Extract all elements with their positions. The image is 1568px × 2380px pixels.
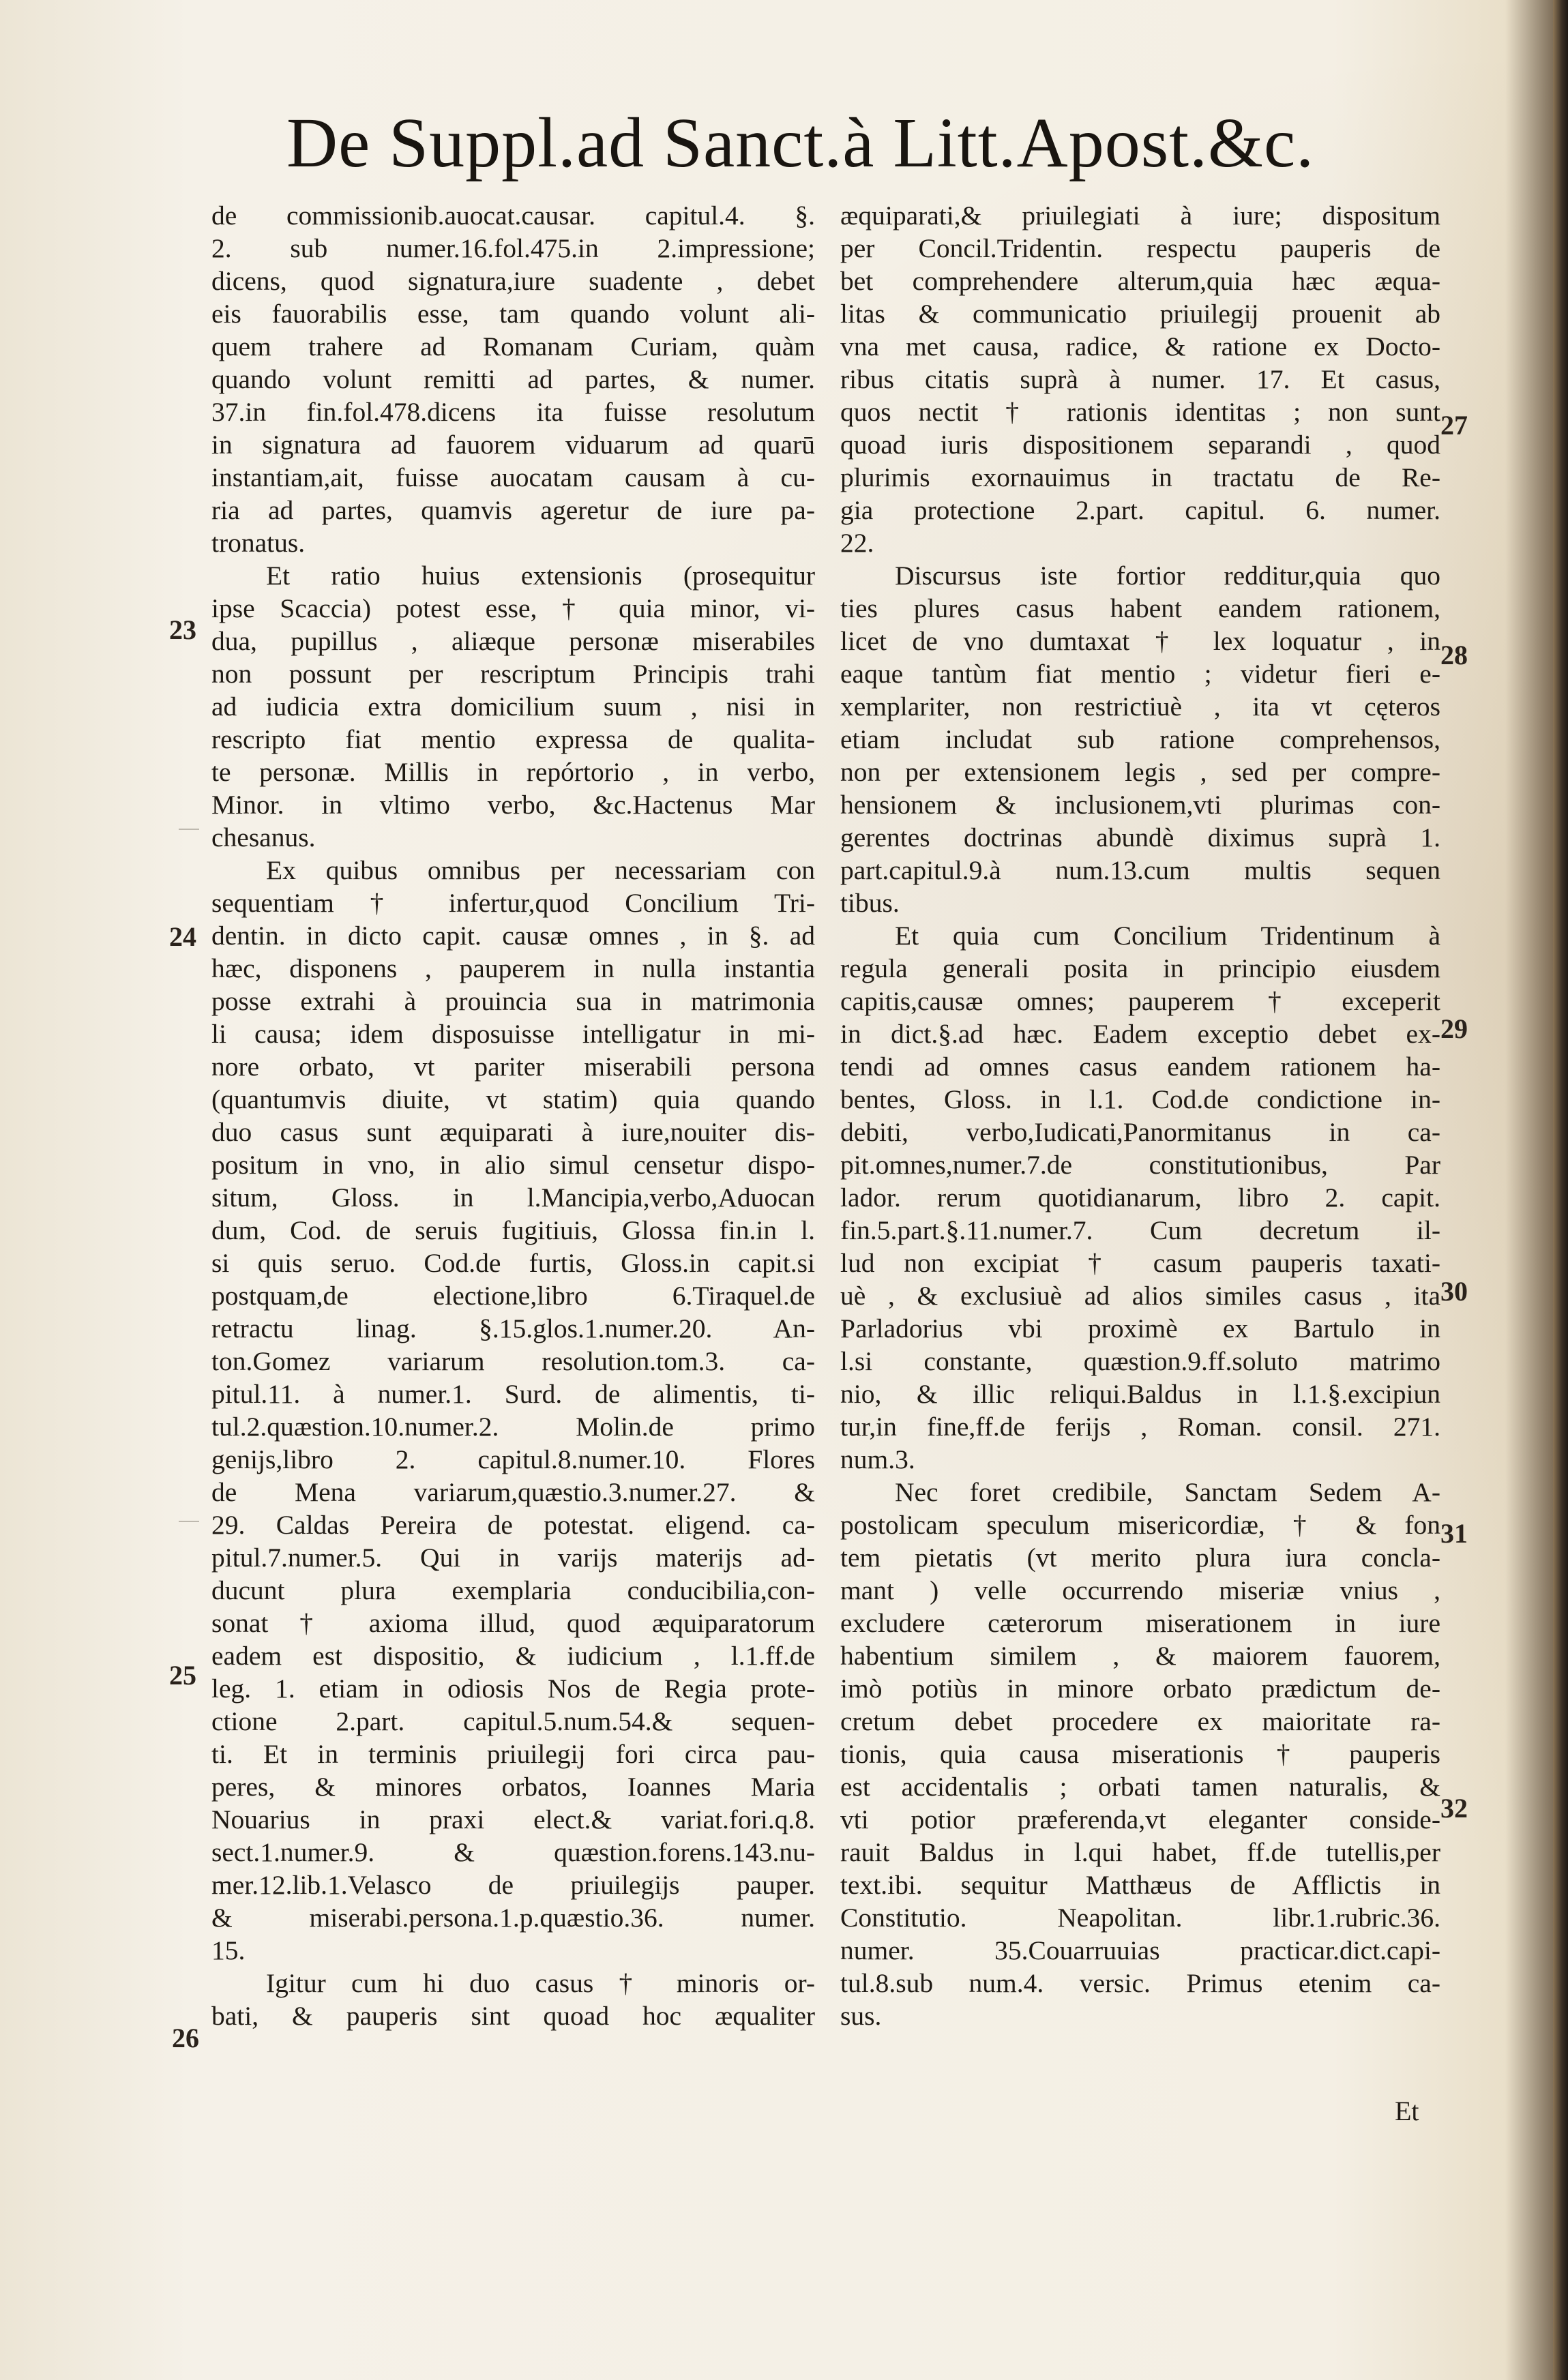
text-line: plurimis exornauimus in tractatu de Re- bbox=[840, 462, 1440, 492]
text-line: sect.1.numer.9. & quæstion.forens.143.nu- bbox=[211, 1837, 815, 1867]
text-line: ribus citatis suprà à numer. 17. Et casus, bbox=[840, 364, 1440, 394]
text-line: num.3. bbox=[840, 1444, 915, 1474]
text-line: tur,in fine,ff.de ferijs , Roman. consil. 271. bbox=[840, 1412, 1440, 1442]
text-line: Ex quibus omnibus per necessariam con bbox=[266, 855, 815, 885]
text-line: eadem est dispositio, & iudicium , l.1.ff.de bbox=[211, 1641, 815, 1671]
text-line: tem pietatis (vt merito plura iura concla- bbox=[840, 1543, 1440, 1573]
text-line: numer. 35.Couarruuias practicar.dict.capi- bbox=[840, 1935, 1440, 1965]
text-line: ties plures casus habent eandem rationem, bbox=[840, 593, 1440, 623]
marginal-number-27: 27 bbox=[1440, 410, 1468, 441]
text-line: bentes, Gloss. in l.1. Cod.de condictione in- bbox=[840, 1084, 1440, 1114]
text-line: ria ad partes, quamvis ageretur de iure pa- bbox=[211, 495, 815, 525]
right-text-column bbox=[840, 199, 1440, 2032]
text-line: Et ratio huius extensionis (prosequitur bbox=[266, 561, 815, 591]
text-line: li causa; idem disposuisse intelligatur in mi- bbox=[211, 1019, 815, 1049]
pencil-mark bbox=[179, 1521, 199, 1522]
text-line: (quantumvis diuite, vt statim) quia quando bbox=[211, 1084, 815, 1114]
text-line: nio, & illic reliqui.Baldus in l.1.§.excipiun bbox=[840, 1379, 1440, 1409]
text-line: tul.2.quæstion.10.numer.2. Molin.de primo bbox=[211, 1412, 815, 1442]
text-line: duo casus sunt æquiparati à iure,nouiter dis- bbox=[211, 1117, 815, 1147]
text-line: Minor. in vltimo verbo, &c.Hactenus Mar bbox=[211, 790, 815, 820]
text-line: sonat † axioma illud, quod æquiparatorum bbox=[211, 1608, 815, 1638]
text-line: vna met causa, radice, & ratione ex Docto- bbox=[840, 331, 1440, 361]
text-line: ad iudicia extra domicilium suum , nisi in bbox=[211, 691, 815, 722]
text-line: nore orbato, vt pariter miserabili persona bbox=[211, 1052, 815, 1082]
text-line: de commissionib.auocat.causar. capitul.4. §. bbox=[211, 200, 815, 230]
text-line: sequentiam † infertur,quod Concilium Tri- bbox=[211, 888, 815, 918]
text-line: postquam,de electione,libro 6.Tiraquel.de bbox=[211, 1281, 815, 1311]
text-line: æquiparati,& priuilegiati à iure; dispositum bbox=[840, 200, 1440, 230]
text-line: in dict.§.ad hæc. Eadem exceptio debet ex- bbox=[840, 1019, 1440, 1049]
text-line: quoad iuris dispositionem separandi , quod bbox=[840, 430, 1440, 460]
text-line: de Mena variarum,quæstio.3.numer.27. & bbox=[211, 1477, 815, 1507]
text-line: cretum debet procedere ex maioritate ra- bbox=[840, 1706, 1440, 1736]
text-line: 22. bbox=[840, 528, 874, 558]
text-line: dum, Cod. de seruis fugitiuis, Glossa fin.in l. bbox=[211, 1215, 815, 1245]
text-line: regula generali posita in principio eiusdem bbox=[840, 953, 1440, 983]
text-line: sus. bbox=[840, 2001, 882, 2031]
text-line: Igitur cum hi duo casus † minoris or- bbox=[266, 1968, 815, 1998]
text-line: pitul.7.numer.5. Qui in varijs materijs ad- bbox=[211, 1543, 815, 1573]
text-line: pitul.11. à numer.1. Surd. de alimentis, ti- bbox=[211, 1379, 815, 1409]
text-line: si quis seruo. Cod.de furtis, Gloss.in capit.si bbox=[211, 1248, 815, 1278]
text-line: postolicam speculum misericordiæ, † & fon bbox=[840, 1510, 1440, 1540]
text-line: ctione 2.part. capitul.5.num.54.& sequen- bbox=[211, 1706, 815, 1736]
text-line: hæc, disponens , pauperem in nulla instantia bbox=[211, 953, 815, 983]
text-line: bati, & pauperis sint quoad hoc æqualiter bbox=[211, 2001, 815, 2031]
text-line: l.si constante, quæstion.9.ff.soluto matrimo bbox=[840, 1346, 1440, 1376]
text-line: capitis,causæ omnes; pauperem † exceperit bbox=[840, 986, 1440, 1016]
text-line: mant ) velle occurrendo miseriæ vnius , bbox=[840, 1575, 1440, 1605]
text-line: pit.omnes,numer.7.de constitutionibus, Par bbox=[840, 1150, 1440, 1180]
marginal-number-23: 23 bbox=[169, 614, 196, 645]
text-line: quos nectit † rationis identitas ; non sunt bbox=[840, 397, 1440, 427]
text-line: mer.12.lib.1.Velasco de priuilegijs pauper. bbox=[211, 1870, 815, 1900]
text-line: excludere cæterorum miserationem in iure bbox=[840, 1608, 1440, 1638]
text-line: non per extensionem legis , sed per compre- bbox=[840, 757, 1440, 787]
text-line: uè , & exclusiuè ad alios similes casus , ita bbox=[840, 1281, 1440, 1311]
text-line: gia protectione 2.part. capitul. 6. numer. bbox=[840, 495, 1440, 525]
text-line: hensionem & inclusionem,vti plurimas con- bbox=[840, 790, 1440, 820]
text-line: 15. bbox=[211, 1935, 246, 1965]
text-line: text.ibi. sequitur Matthæus de Afflictis in bbox=[840, 1870, 1440, 1900]
text-line: tendi ad omnes casus eandem rationem ha- bbox=[840, 1052, 1440, 1082]
text-line: Et quia cum Concilium Tridentinum à bbox=[895, 921, 1440, 951]
text-line: in signatura ad fauorem viduarum ad quarū bbox=[211, 430, 815, 460]
text-line: quando volunt remitti ad partes, & numer. bbox=[211, 364, 815, 394]
text-line: part.capitul.9.à num.13.cum multis sequen bbox=[840, 855, 1440, 885]
marginal-number-29: 29 bbox=[1440, 1013, 1468, 1044]
text-line: tronatus. bbox=[211, 528, 306, 558]
page-edge-shadow bbox=[1553, 0, 1568, 2380]
catchword: Et bbox=[1395, 2096, 1419, 2126]
text-line: positum in vno, in alio simul censetur dispo- bbox=[211, 1150, 815, 1180]
text-line: Nec foret credibile, Sanctam Sedem A- bbox=[895, 1477, 1440, 1507]
text-line: retractu linag. §.15.glos.1.numer.20. An- bbox=[211, 1313, 815, 1343]
text-line: habentium similem , & maiorem fauorem, bbox=[840, 1641, 1440, 1671]
text-line: dentin. in dicto capit. causæ omnes , in §. ad bbox=[211, 921, 815, 951]
text-line: litas & communicatio priuilegij prouenit ab bbox=[840, 299, 1440, 329]
text-line: lador. rerum quotidianarum, libro 2. capit. bbox=[840, 1182, 1440, 1213]
text-line: quem trahere ad Romanam Curiam, quàm bbox=[211, 331, 815, 361]
text-line: xemplariter, non restrictiuè , ita vt cęteros bbox=[840, 691, 1440, 722]
text-line: vti potior præferenda,vt eleganter conside- bbox=[840, 1804, 1440, 1834]
text-line: Nouarius in praxi elect.& variat.fori.q.8. bbox=[211, 1804, 815, 1834]
text-line: dua, pupillus , aliæque personæ miserabiles bbox=[211, 626, 815, 656]
text-line: 29. Caldas Pereira de potestat. eligend. ca- bbox=[211, 1510, 815, 1540]
text-line: eaque tantùm fiat mentio ; videtur fieri e- bbox=[840, 659, 1440, 689]
text-line: 37.in fin.fol.478.dicens ita fuisse resolutum bbox=[211, 397, 815, 427]
text-line: est accidentalis ; orbati tamen naturalis, & bbox=[840, 1772, 1440, 1802]
text-line: bet comprehendere alterum,quia hæc æqua- bbox=[840, 266, 1440, 296]
text-line: dicens, quod signatura,iure suadente , debet bbox=[211, 266, 815, 296]
text-line: debiti, verbo,Iudicati,Panormitanus in ca- bbox=[840, 1117, 1440, 1147]
text-line: lud non excipiat † casum pauperis taxati- bbox=[840, 1248, 1440, 1278]
text-line: ti. Et in terminis priuilegij fori circa pau- bbox=[211, 1739, 815, 1769]
text-line: leg. 1. etiam in odiosis Nos de Regia prote- bbox=[211, 1674, 815, 1704]
text-line: chesanus. bbox=[211, 822, 316, 852]
text-line: licet de vno dumtaxat † lex loquatur , in bbox=[840, 626, 1440, 656]
text-line: imò potiùs in minore orbato prædictum de- bbox=[840, 1674, 1440, 1704]
text-line: Parladorius vbi proximè ex Bartulo in bbox=[840, 1313, 1440, 1343]
text-line: rauit Baldus in l.qui habet, ff.de tutellis,per bbox=[840, 1837, 1440, 1867]
text-line: ton.Gomez variarum resolution.tom.3. ca- bbox=[211, 1346, 815, 1376]
text-line: ducunt plura exemplaria conducibilia,con- bbox=[211, 1575, 815, 1605]
text-line: Constitutio. Neapolitan. libr.1.rubric.36. bbox=[840, 1903, 1440, 1933]
marginal-number-25: 25 bbox=[169, 1660, 196, 1691]
text-line: ipse Scaccia) potest esse, † quia minor, vi- bbox=[211, 593, 815, 623]
text-line: te personæ. Millis in repórtorio , in verbo, bbox=[211, 757, 815, 787]
left-text-column bbox=[211, 199, 815, 2032]
text-line: eis fauorabilis esse, tam quando volunt ali- bbox=[211, 299, 815, 329]
marginal-number-28: 28 bbox=[1440, 640, 1468, 670]
text-line: posse extrahi à prouincia sua in matrimonia bbox=[211, 986, 815, 1016]
text-line: tibus. bbox=[840, 888, 900, 918]
text-line: Discursus iste fortior redditur,quia quo bbox=[895, 561, 1440, 591]
text-line: rescripto fiat mentio expressa de qualita- bbox=[211, 724, 815, 754]
marginal-number-32: 32 bbox=[1440, 1793, 1468, 1824]
text-line: tul.8.sub num.4. versic. Primus etenim ca- bbox=[840, 1968, 1440, 1998]
text-line: 2. sub numer.16.fol.475.in 2.impressione; bbox=[211, 233, 815, 263]
text-line: instantiam,ait, fuisse auocatam causam à cu- bbox=[211, 462, 815, 492]
marginal-number-24: 24 bbox=[169, 921, 196, 952]
text-line: per Concil.Tridentin. respectu pauperis de bbox=[840, 233, 1440, 263]
text-line: situm, Gloss. in l.Mancipia,verbo,Aduocan bbox=[211, 1182, 815, 1213]
text-line: gerentes doctrinas abundè diximus suprà 1. bbox=[840, 822, 1440, 852]
text-line: fin.5.part.§.11.numer.7. Cum decretum il- bbox=[840, 1215, 1440, 1245]
running-title: De Suppl.ad Sanct.à Litt.Apost.&c. bbox=[286, 104, 1315, 182]
text-line: peres, & minores orbatos, Ioannes Maria bbox=[211, 1772, 815, 1802]
text-line: tionis, quia causa miserationis † pauperis bbox=[840, 1739, 1440, 1769]
text-line: genijs,libro 2. capitul.8.numer.10. Flores bbox=[211, 1444, 815, 1474]
marginal-number-31: 31 bbox=[1440, 1518, 1468, 1549]
marginal-number-30: 30 bbox=[1440, 1276, 1468, 1307]
text-line: & miserabi.persona.1.p.quæstio.36. numer. bbox=[211, 1903, 815, 1933]
text-line: etiam includat sub ratione comprehensos, bbox=[840, 724, 1440, 754]
text-line: non possunt per rescriptum Principis trahi bbox=[211, 659, 815, 689]
pencil-mark bbox=[179, 829, 199, 830]
marginal-number-26: 26 bbox=[172, 2023, 199, 2053]
